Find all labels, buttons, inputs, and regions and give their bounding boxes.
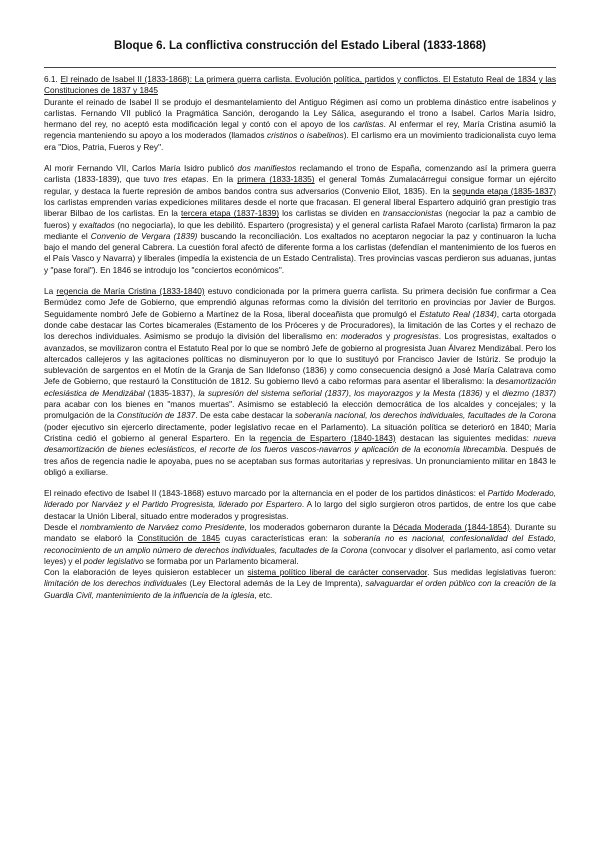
paragraph-2: Al morir Fernando VII, Carlos María Isidro publicó dos manifiestos reclamando el trono de España, comenzando así la primera guerra carlista (1833-1839), que tuvo tres etapas. En la primera (1833-1835) el general Tomás Zumalacárregui consigue formar un ejército regular, y destaca la fuerte represión de ambos bandos contra sus adversarios (Convenio Eliot, 1835). En la segunda etapa (1835-1837) los carlistas emprenden varias expediciones militares desde el norte que fracasan. El general liberal Espartero adquirió gran prestigio tras liberar Bilbao de los carlistas. En la tercera etapa (1837-1839) los carlistas se dividen en transaccionistas (negociar la paz a cambio de fueros) y exaltados (no negociarla), lo que les debilitó. Espartero (progresista) y el general carlista Rafael Maroto (carlista) firmaron la paz mediante el Convenio de Vergara (1839) buscando la reconciliación. Los exaltados no aceptaron negociar la paz y continuaron la lucha bajo el mando del general Cabrera. La cuestión foral afectó de diferente forma a los carlistas (defendían el mantenimiento de los fueros en el País Vasco y Navarra) y liberales (impedía la existencia de un Estado Centralista). Tres provincias vascas perdieron sus aduanas, juntas y "pase foral"). En 1846 se introdujo los "conciertos económicos". [44, 163, 556, 275]
paragraph-5: Desde el nombramiento de Narváez como Presidente, los moderados gobernaron durante la Década Moderada (1844-1854). Durante su mandato se elaboró la Constitución de 1845 cuyas características eran: la soberanía no es nacional, confesionalidad del Estado, reconocimiento de un amplio número de derechos individuales, facultades de la Corona (convocar y disolver el parlamento, así como vetar leyes) y el poder legislativo se formaba por un Parlamento bicameral. [44, 521, 556, 566]
title-divider [44, 67, 556, 68]
paragraph-4: El reinado efectivo de Isabel II (1843-1868) estuvo marcado por la alternancia en el poder de los partidos dinásticos: el Partido Moderado, liderado por Narváez y el Partido Progresista, liderado por Espartero. A lo largo del siglo surgieron otros partidos, de entre los que cabe destacar la Unión Liberal, situado entre moderados y progresistas. [44, 488, 556, 521]
page-title: Bloque 6. La conflictiva construcción del Estado Liberal (1833-1868) [114, 40, 486, 52]
paragraph-1: Durante el reinado de Isabel II se produjo el desmantelamiento del Antiguo Régimen así como un problema dinástico entre isabelinos y carlistas. Fernando VII publicó la Pragmática Sanción, derogando la Ley Sálica, asegurando el trono a Isabel. Carlos María Isidro, hermano del rey, no aceptó esta modificación legal y contó con el apoyo de los carlistas. Al enfermar el rey, María Cristina asumió la regencia manteniendo su apoyo a los moderados (llamados cristinos o isabelinos). El carlismo era un movimiento tradicionalista cuyo lema era "Dios, Patria, Fueros y Rey". [44, 96, 556, 152]
document-page [44, 40, 556, 601]
paragraph-3: La regencia de María Cristina (1833-1840) estuvo condicionada por la primera guerra carlista. Su primera decisión fue confirmar a Cea Bermúdez como Jefe de Gobierno, que emprendió algunas reformas como la división del territorio en provincias por Javier de Burgos. Seguidamente nombró Jefe de Gobierno a Martínez de la Rosa, liberal doceañista que promulgó el Estatuto Real (1834), carta otorgada donde cabe destacar las Cortes bicamerales (Estamento de los Próceres y de Procuradores), la limitación de las Cortes y el rechazo de los derechos individuales. Asimismo se produjo la división del liberalismo en: moderados y progresistas. Los progresistas, exaltados o avanzados, se movilizaron contra el Estatuto Real por lo que se nombró Jefe de gobierno al progresista Juan Álvarez Mendizábal. Pero los altercados callejeros y las agitaciones políticas no disminuyeron por lo que lo sustituyó por Francisco Javier de Istúriz. Se produjo la sublevación de sargentos en el Motín de la Granja de San Ildefonso (1836) y como consecuencia designó a José María Calatrava como Jefe de Gobierno, que restauró la Constitución de 1812. Su gobierno llevó a cabo reformas para asentar el liberalismo: la desamortización eclesiástica de Mendizábal (1835-1837), la supresión del sistema señorial (1837), los mayorazgos y la Mesta (1836) y el diezmo (1837) para acabar con los bienes en "manos muertas". Asimismo se estableció la elección democrática de los alcaldes y concejales; y la promulgación de la Constitución de 1837. De esta cabe destacar la soberanía nacional, los derechos individuales, facultades de la Corona (poder ejecutivo sin ejercerlo directamente, poder legislativo recae en el Parlamento). La situación política se deterioró en 1840; María Cristina cedió el gobierno al general Espartero. En la regencia de Espartero (1840-1843) destacan las siguientes medidas: nueva desamortización de bienes eclesiásticos, el recorte de los fueros vascos-navarros y aplicación de la economía librecambia. Después de tres años de regencia nadie le apoyaba, pues no se aceptaban sus formas autoritarias y represivas. Un pronunciamiento militar en 1843 le obligó a exiliarse. [44, 286, 557, 477]
section-heading: 6.1. El reinado de Isabel II (1833-1868): La primera guerra carlista. Evolución política, partidos y conflictos. El Estatuto Real de 1834 y las Constituciones de 1837 y 1845 [44, 74, 556, 96]
paragraph-6: Con la elaboración de leyes quisieron establecer un sistema político liberal de carácter conservador. Sus medidas legislativas fueron: limitación de los derechos individuales (Ley Electoral además de la Ley de Imprenta), salvaguardar el orden público con la creación de la Guardia Civil, mantenimiento de la influencia de la iglesia, etc. [44, 567, 557, 600]
